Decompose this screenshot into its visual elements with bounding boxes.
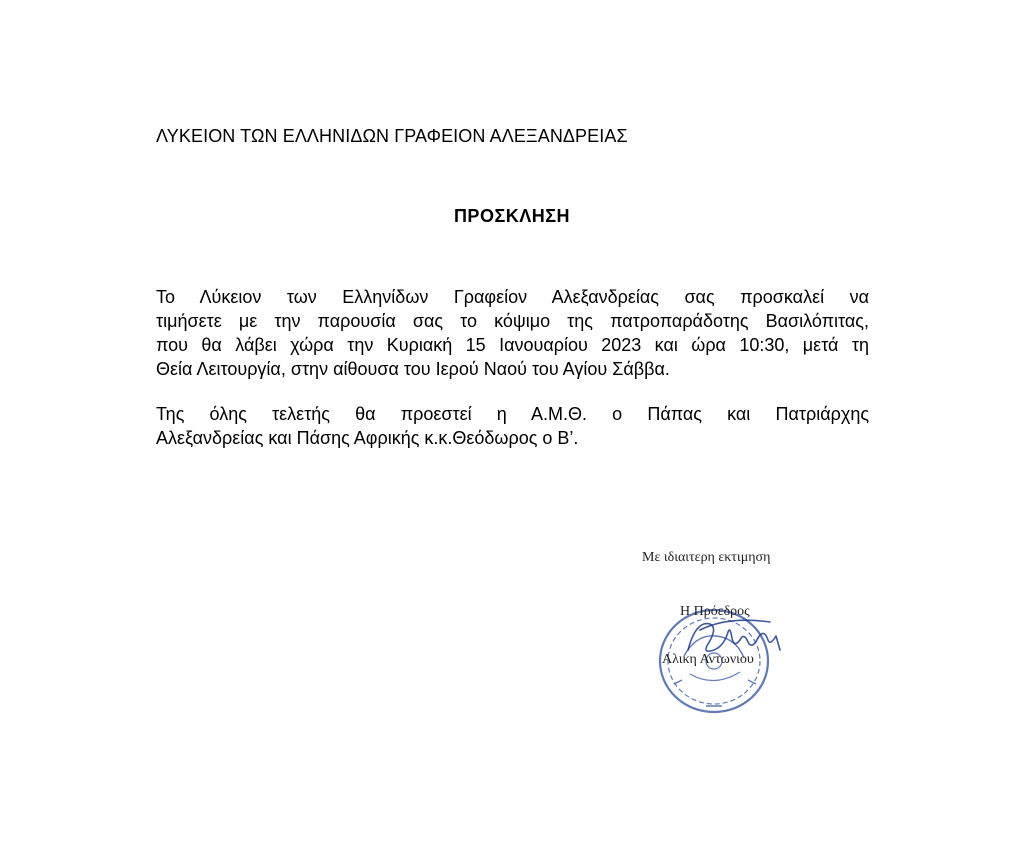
president-name: Αλικη Αντωνιου [662, 652, 754, 667]
paragraph-line: Το Λύκειον των Ελληνίδων Γραφείον Αλεξανδρείας σας προσκαλεί να [156, 287, 869, 307]
president-title: Η Πρόεδρος [680, 604, 750, 619]
document-title-text: ΠΡΟΣΚΛΗΣΗ [453, 206, 571, 226]
paragraph-line: Της όλης τελετής θα προεστεί η Α.Μ.Θ. ο Πάπας και Πατριάρχης [156, 404, 869, 424]
paragraph-line: Αλεξανδρείας και Πάσης Αφρικής κ.κ.Θεόδωρος ο Β’. [156, 428, 579, 448]
document-title [0, 206, 1024, 227]
paragraph-line: Θεία Λειτουργία, στην αίθουσα του Ιερού Ναού του Αγίου Σάββα. [156, 359, 670, 379]
paragraph-line: που θα λάβει χώρα την Κυριακή 15 Ιανουαρίου 2023 και ώρα 10:30, μετά τη [156, 335, 869, 355]
ceremony-paragraph [156, 402, 869, 450]
invitation-paragraph [156, 285, 869, 381]
paragraph-line: τιμήσετε με την παρουσία σας το κόψιμο της πατροπαράδοτης Βασιλόπιτας, [156, 311, 869, 331]
organization-header: ΛΥΚΕΙΟΝ ΤΩΝ ΕΛΛΗΝΙΔΩΝ ΓΡΑΦΕΙΟΝ ΑΛΕΞΑΝΔΡΕΙΑΣ [156, 126, 628, 146]
signature-block [620, 540, 880, 720]
closing-salutation: Με ιδιαιτερη εκτιμηση [642, 550, 771, 565]
